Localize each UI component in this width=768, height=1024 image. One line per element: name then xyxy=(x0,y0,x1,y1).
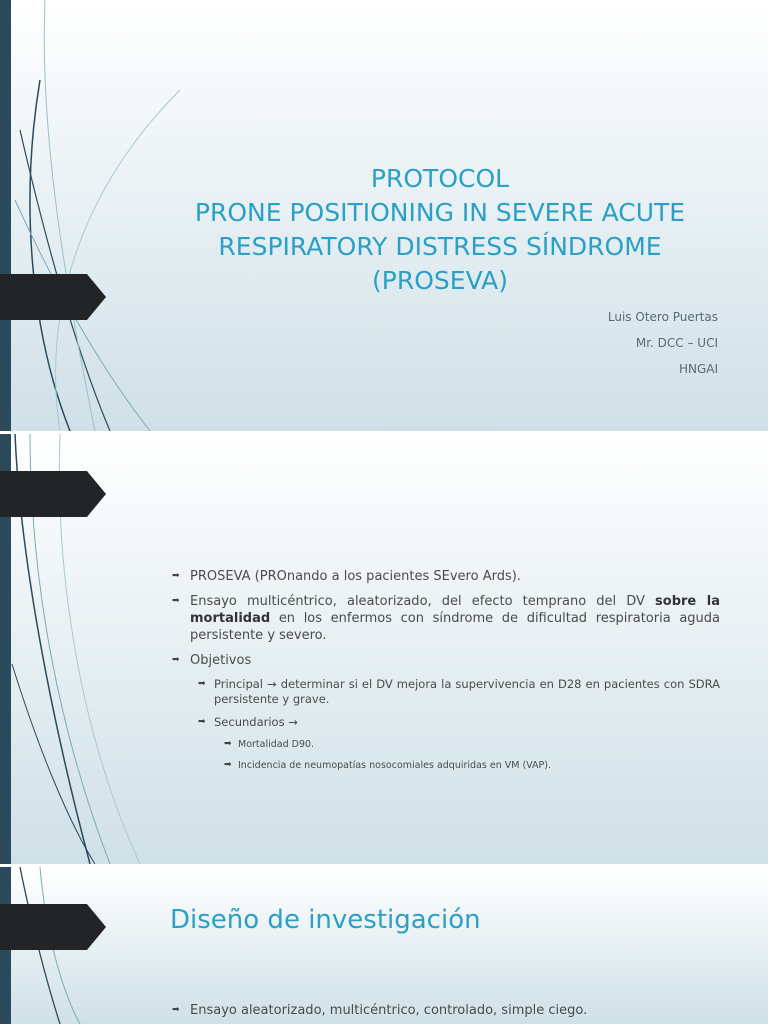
subsub-bullet-item: ➡ Mortalidad D90. xyxy=(224,739,315,750)
title-line: RESPIRATORY DISTRESS SÍNDROME xyxy=(218,232,662,261)
right-arrow-bullet-icon: ➡ xyxy=(198,717,206,727)
bullet-item: ➡ Objetivos xyxy=(172,653,252,668)
right-arrow-bullet-icon: ➡ xyxy=(224,739,232,749)
right-arrow-bullet-icon: ➡ xyxy=(198,679,206,689)
right-arrow-bullet-icon: ➡ xyxy=(172,1005,180,1015)
content-slide xyxy=(0,434,768,864)
bullet-item: ➡ PROSEVA (PROnando a los pacientes SEvero Ards). xyxy=(172,569,521,584)
bullet-item: ➡ Ensayo multicéntrico, aleatorizado, del efecto temprano del DV sobre la mortalidad en los enfermos con síndrome de dificultad respiratoria aguda persistente y severo. xyxy=(172,594,720,643)
bold-phrase: sobre la mortalidad xyxy=(190,594,720,626)
subsub-bullet-item: ➡ Incidencia de neumopatías nosocomiales adquiridas en VM (VAP). xyxy=(224,760,551,771)
slide-title: Diseño de investigación xyxy=(170,905,481,935)
slide-title xyxy=(160,162,720,298)
author-role: Mr. DCC – UCI xyxy=(635,336,718,350)
title-line: PRONE POSITIONING IN SEVERE ACUTE xyxy=(194,198,686,227)
slide-arrow-tab xyxy=(0,471,106,517)
right-arrow-bullet-icon: ➡ xyxy=(172,655,180,665)
slide-arrow-tab xyxy=(0,904,106,950)
right-arrow-bullet-icon: ➡ xyxy=(172,571,180,581)
right-arrow-bullet-icon: ➡ xyxy=(224,760,232,770)
sub-bullet-item: ➡ Secundarios → xyxy=(198,715,298,729)
author-name: Luis Otero Puertas xyxy=(607,310,718,324)
title-line: (PROSEVA) xyxy=(372,266,508,295)
right-arrow-bullet-icon: ➡ xyxy=(172,596,180,606)
bullet-list xyxy=(172,1002,732,1024)
slide-arrow-tab xyxy=(0,274,106,320)
bullet-item: ➡ Ensayo aleatorizado, multicéntrico, controlado, simple ciego. xyxy=(172,1003,588,1018)
decorative-curves xyxy=(0,867,768,1024)
design-slide xyxy=(0,867,768,1024)
title-slide xyxy=(0,0,768,431)
author-institution: HNGAI xyxy=(678,362,718,376)
bullet-list xyxy=(172,568,720,780)
sub-bullet-item: ➡ Principal → determinar si el DV mejora la supervivencia en D28 en pacientes con SDRA persistente y grave. xyxy=(198,677,720,706)
title-line: PROTOCOL xyxy=(370,164,510,193)
author-block xyxy=(608,304,718,382)
